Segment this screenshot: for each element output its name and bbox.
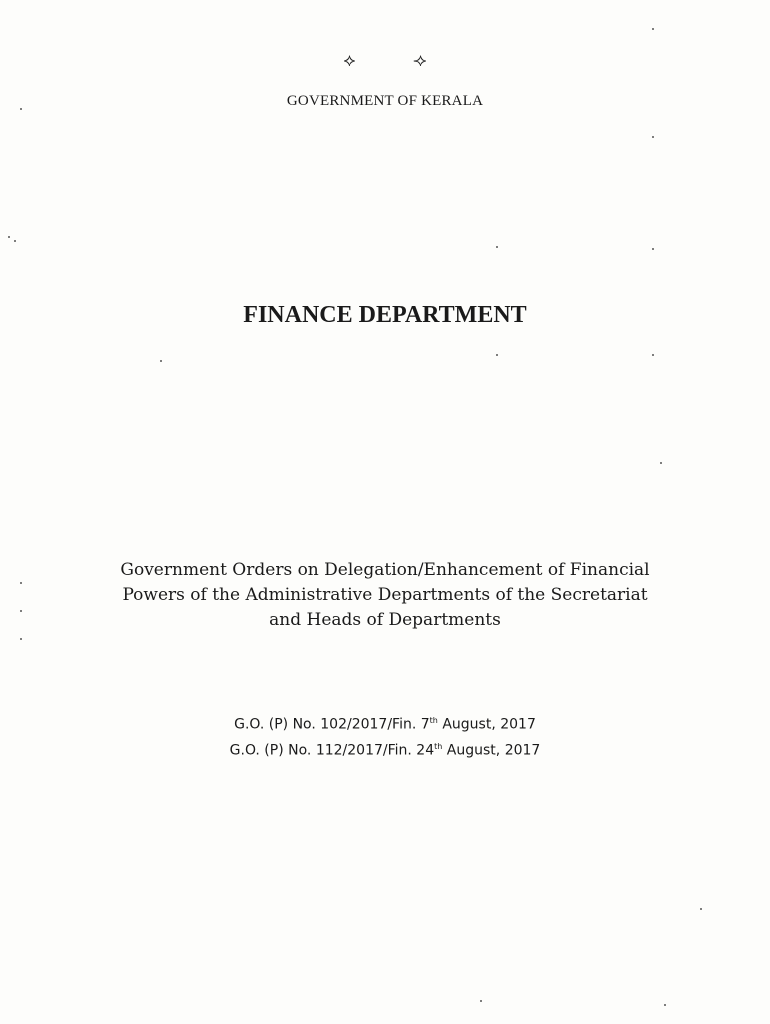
header-marks (0, 50, 770, 71)
scan-speck (496, 354, 498, 356)
government-heading: GOVERNMENT OF KERALA (286, 93, 484, 109)
scan-speck (660, 462, 662, 464)
title-line-1: Government Orders on Delegation/Enhancement of Financial (120, 560, 650, 580)
order-reference-1: G.O. (P) No. 102/2017/Fin. 7th August, 2017 (234, 716, 536, 733)
scan-speck (496, 246, 498, 248)
scan-speck (20, 582, 22, 584)
scan-speck (480, 1000, 482, 1002)
scan-speck (652, 28, 654, 30)
mark-right-icon: ⟢ (413, 50, 427, 71)
scan-speck (8, 236, 10, 238)
scan-speck (20, 638, 22, 640)
scan-speck (14, 240, 16, 242)
scan-speck (652, 354, 654, 356)
scan-speck (652, 248, 654, 250)
scan-speck (700, 908, 702, 910)
document-title (60, 558, 710, 633)
scan-speck (664, 1004, 666, 1006)
order-references (0, 710, 770, 761)
department-heading: FINANCE DEPARTMENT (243, 302, 527, 328)
scan-speck (20, 610, 22, 612)
order-reference-2: G.O. (P) No. 112/2017/Fin. 24th August, 2017 (229, 741, 541, 759)
title-line-3: and Heads of Departments (269, 610, 501, 630)
scan-speck (652, 136, 654, 138)
scan-speck (20, 108, 22, 110)
mark-left-icon: ⟡ (343, 50, 356, 71)
title-line-2: Powers of the Administrative Departments of the Secretariat (122, 585, 648, 605)
scan-speck (160, 360, 162, 362)
